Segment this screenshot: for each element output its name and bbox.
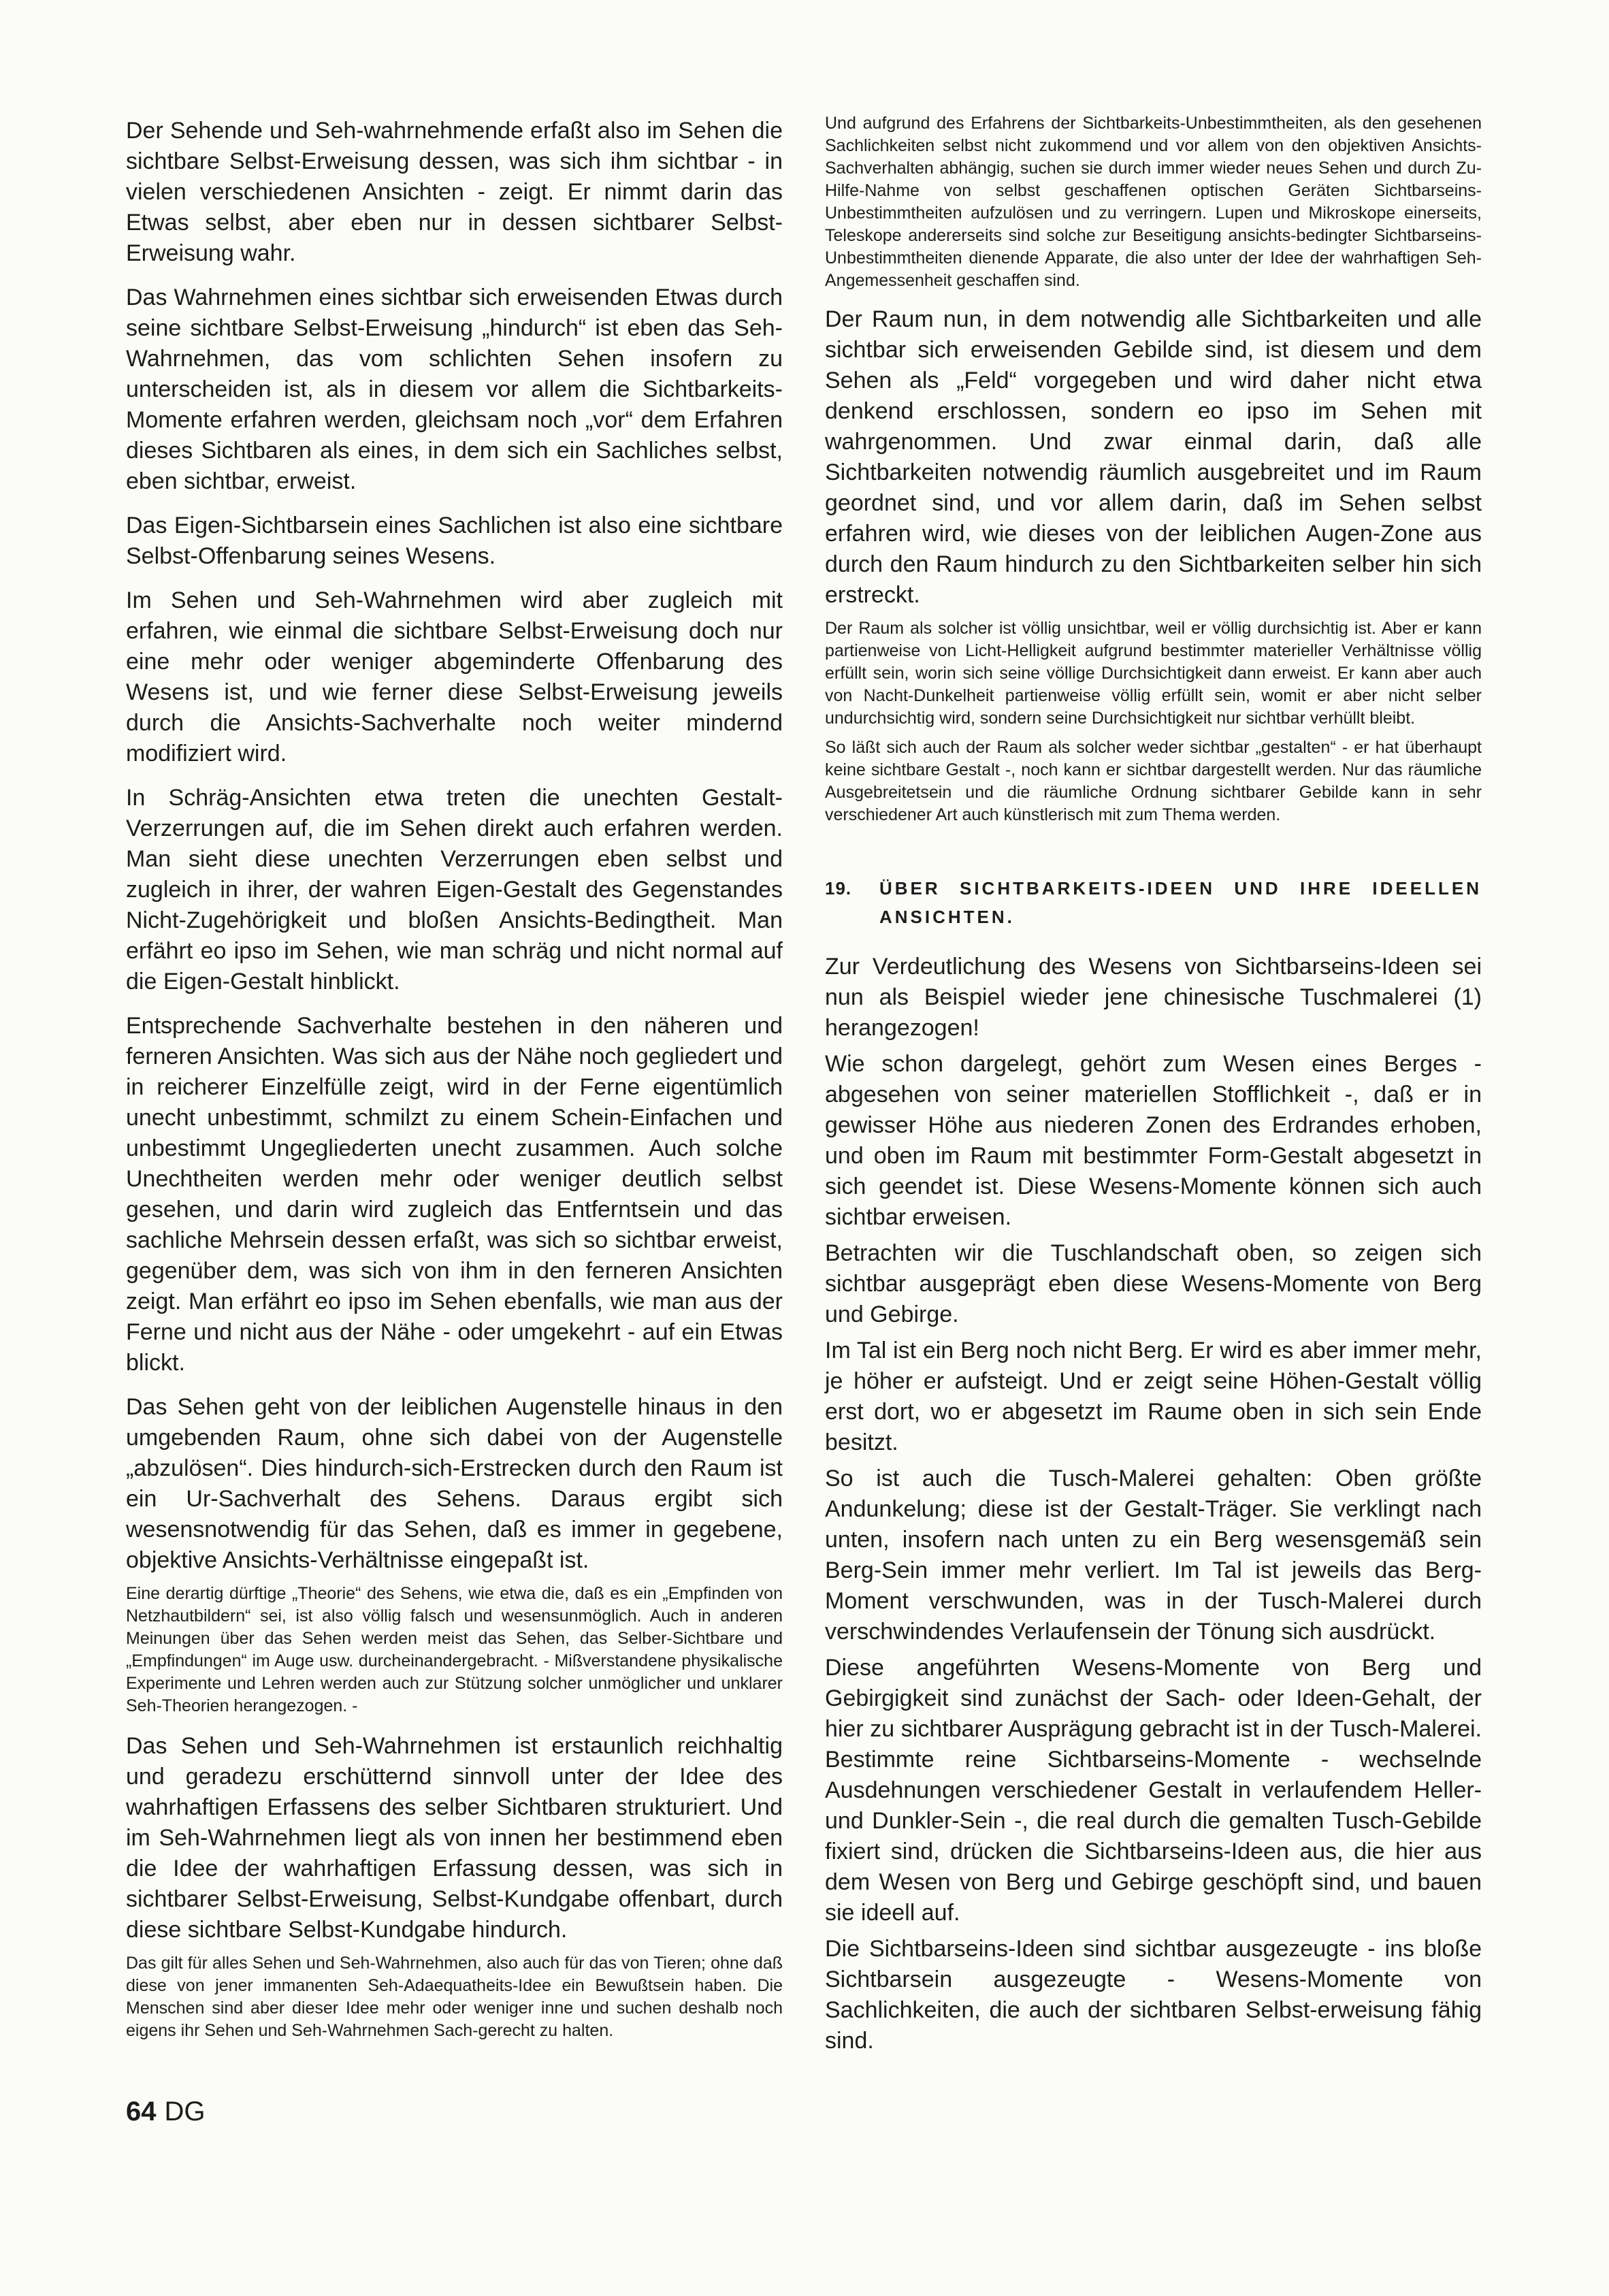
- body-paragraph: Der Sehende und Seh-wahrnehmende erfaßt also im Sehen die sichtbare Selbst-Erweisung dessen, was sich ihm sichtbar - in vielen verschiedenen Ansichten - zeigt. Er nimmt darin das Etwas selbst, aber eben nur in dessen sichtbarer Selbst-Erweisung wahr.: [126, 118, 783, 266]
- body-paragraph: Im Tal ist ein Berg noch nicht Berg. Er wird es aber immer mehr, je höher er aufsteigt. Und er zeigt seine Höhen-Gestalt völlig erst dort, wo er abgesetzt im Raume oben in sich sein Ende besitzt.: [825, 1338, 1482, 1455]
- body-paragraph: In Schräg-Ansichten etwa treten die unechten Gestalt-Verzerrungen auf, die im Sehen direkt auch erfahren werden. Man sieht diese unechten Verzerrungen eben selbst und zugleich in ihrer, der wahren Eigen-Gestalt des Gegenstandes Nicht-Zugehörigkeit und bloßen Ansichts-Bedingtheit. Man erfährt eo ipso im Sehen, wie man schräg und nicht normal auf die Eigen-Gestalt hinblickt.: [126, 785, 783, 995]
- body-paragraph: Betrachten wir die Tuschlandschaft oben, so zeigen sich sichtbar ausgeprägt eben diese Wesens-Momente von Berg und Gebirge.: [825, 1240, 1482, 1327]
- body-paragraph: Im Sehen und Seh-Wahrnehmen wird aber zugleich mit erfahren, wie einmal die sichtbare Selbst-Erweisung doch nur eine mehr oder weniger abgeminderte Offenbarung des Wesens ist, und wie ferner diese Selbst-Erweisung jeweils durch die Ansichts-Sachverhalte noch weiter mindernd modifiziert wird.: [126, 587, 783, 766]
- body-paragraph: So ist auch die Tusch-Malerei gehalten: Oben größte Andunkelung; diese ist der Gestalt-Träger. Sie verklingt nach unten, insofern nach unten zu ein Berg wesensgemäß sein Berg-Sein immer mehr verliert. Im Tal ist jeweils das Berg-Moment verschwunden, was in der Tusch-Malerei durch verschwindendes Verlaufensein der Tönung sich ausdrückt.: [825, 1466, 1482, 1645]
- body-paragraph: Die Sichtbarseins-Ideen sind sichtbar ausgezeugte - ins bloße Sichtbarsein ausgezeugte - Wesens-Momente von Sachlichkeiten, die auch der sichtbaren Selbst-erweisung fähig sind.: [825, 1936, 1482, 2054]
- left-column: [126, 116, 783, 2049]
- section-heading: [825, 874, 1482, 931]
- body-paragraph: Diese angeführten Wesens-Momente von Berg und Gebirgigkeit sind zunächst der Sach- oder Ideen-Gehalt, der hier zu sichtbarer Ausprägung gebracht ist in der Tusch-Malerei. Bestimmte reine Sichtbarseins-Momente - wechselnde Ausdehnungen verschiedener Gestalt in verlaufendem Heller- und Dunkler-Sein -, die real durch die gemalten Tusch-Gebilde fixiert sind, drücken die Sichtbarseins-Ideen aus, die hier aus dem Wesen von Berg und Gebirge geschöpft sind, und bauen sie ideell auf.: [825, 1655, 1482, 1926]
- note-paragraph: Und aufgrund des Erfahrens der Sichtbarkeits-Unbestimmtheiten, als den gesehenen Sachlichkeiten selbst nicht zukommend und vor allem von den objektiven Ansichts-Sachverhalten abhängig, suchen sie durch immer wieder neues Sehen und durch Zu-Hilfe-Nahme von selbst geschaffenen optischen Geräten Sichtbarseins-Unbestimmtheiten aufzulösen und zu verringern. Lupen und Mikroskope einerseits, Teleskope andererseits sind solche zur Beseitigung ansichts-bedingter Sichtbarseins-Unbestimmtheiten dienende Apparate, die also unter der Idee der wahrhaftigen Seh-Angemessenheit geschaffen sind.: [825, 114, 1482, 290]
- section-title: ÜBER SICHTBARKEITS-IDEEN UND IHRE IDEELLEN ANSICHTEN.: [879, 878, 1482, 927]
- body-paragraph: Das Eigen-Sichtbarsein eines Sachlichen ist also eine sichtbare Selbst-Offenbarung seines Wesens.: [126, 513, 783, 569]
- body-paragraph: Der Raum nun, in dem notwendig alle Sichtbarkeiten und alle sichtbar sich erweisenden Gebilde sind, ist diesem und dem Sehen als „Feld“ vorgegeben und wird daher nicht etwa denkend erschlossen, sondern eo ipso im Sehen mit wahrgenommen. Und zwar einmal darin, daß alle Sichtbarkeiten notwendig räumlich ausgebreitet und im Raum geordnet sind, und vor allem darin, daß im Sehen selbst erfahren wird, wie dieses von der leiblichen Augen-Zone aus durch den Raum hindurch zu den Sichtbarkeiten selber hin sich erstreckt.: [825, 306, 1482, 608]
- section-number: 19.: [825, 878, 852, 899]
- note-paragraph: Das gilt für alles Sehen und Seh-Wahrnehmen, also auch für das von Tieren; ohne daß diese von jener immanenten Seh-Adaequatheits-Idee ein Bewußtsein haben. Die Menschen sind aber dieser Idee mehr oder weniger inne und suchen deshalb noch eigens ihr Sehen und Seh-Wahrnehmen Sach-gerecht zu halten.: [126, 1954, 783, 2040]
- journal-abbrev: DG: [164, 2097, 206, 2127]
- body-paragraph: Wie schon dargelegt, gehört zum Wesen eines Berges - abgesehen von seiner materiellen Stofflichkeit -, daß er in gewisser Höhe aus niederen Zonen des Erdrandes erhoben, und oben im Raum mit bestimmter Form-Gestalt abgesetzt in sich geendet ist. Diese Wesens-Momente können sich auch sichtbar erweisen.: [825, 1051, 1482, 1230]
- body-paragraph: Entsprechende Sachverhalte bestehen in den näheren und ferneren Ansichten. Was sich aus der Nähe noch gegliedert und in reicherer Einzelfülle zeigt, wird in der Ferne eigentümlich unecht unbestimmt, schmilzt zu einem Schein-Einfachen und unbestimmt Ungegliederten unecht zusammen. Auch solche Unechtheiten werden mehr oder weniger deutlich selbst gesehen, und darin wird zugleich das Entferntsein und das sachliche Mehrsein dessen erfaßt, was sich so sichtbar erweist, gegenüber dem, was sich von ihm in den ferneren Ansichten zeigt. Man erfährt eo ipso im Sehen ebenfalls, wie man aus der Ferne und nicht aus der Nähe - oder umgekehrt - auf ein Etwas blickt.: [126, 1013, 783, 1376]
- note-paragraph: Eine derartig dürftige „Theorie“ des Sehens, wie etwa die, daß es ein „Empfinden von Netzhautbildern“ sei, ist also völlig falsch und wesensunmöglich. Auch in anderen Meinungen über das Sehen werden meist das Sehen, das Selber-Sichtbare und „Empfindungen“ im Auge usw. durcheinandergebracht. - Mißverstandene physikalische Experimente und Lehren werden auch zur Stützung solcher unmöglicher und unklarer Seh-Theorien herangezogen. -: [126, 1584, 783, 1715]
- body-paragraph: Das Sehen geht von der leiblichen Augenstelle hinaus in den umgebenden Raum, ohne sich dabei von der Augenstelle „abzulösen“. Dies hindurch-sich-Erstrecken durch den Raum ist ein Ur-Sachverhalt des Sehens. Daraus ergibt sich wesensnotwendig für das Sehen, daß es immer in gegebene, objektive Ansichts-Verhältnisse eingepaßt ist.: [126, 1394, 783, 1573]
- note-paragraph: So läßt sich auch der Raum als solcher weder sichtbar „gestalten“ - er hat überhaupt keine sichtbare Gestalt -, noch kann er sichtbar dargestellt werden. Nur das räumliche Ausgebreitetsein und die räumliche Ordnung sichtbarer Gebilde kann in sehr verschiedener Art auch künstlerisch mit zum Thema werden.: [825, 738, 1482, 824]
- body-paragraph: Das Wahrnehmen eines sichtbar sich erweisenden Etwas durch seine sichtbare Selbst-Erweisung „hindurch“ ist eben das Seh-Wahrnehmen, das vom schlichten Sehen insofern zu unterscheiden ist, als in diesem vor allem die Sichtbarkeits-Momente erfahren werden, gleichsam noch „vor“ dem Erfahren dieses Sichtbaren als eines, in dem sich ein Sachliches selbst, eben sichtbar, erweist.: [126, 285, 783, 494]
- page-number: 64: [126, 2097, 157, 2127]
- body-paragraph: Zur Verdeutlichung des Wesens von Sichtbarseins-Ideen sei nun als Beispiel wieder jene chinesische Tuschmalerei (1) herangezogen!: [825, 954, 1482, 1041]
- page-footer: [126, 2095, 206, 2128]
- body-paragraph: Das Sehen und Seh-Wahrnehmen ist erstaunlich reichhaltig und geradezu erschütternd sinnvoll unter der Idee des wahrhaftigen Erfassens des selber Sichtbaren strukturiert. Und im Seh-Wahrnehmen liegt als von innen her bestimmend eben die Idee der wahrhaftigen Erfassung dessen, was sich in sichtbarer Selbst-Erweisung, Selbst-Kundgabe offenbart, durch diese sichtbare Selbst-Kundgabe hindurch.: [126, 1733, 783, 1943]
- note-paragraph: Der Raum als solcher ist völlig unsichtbar, weil er völlig durchsichtig ist. Aber er kann partienweise von Licht-Helligkeit aufgrund bestimmter materieller Verhältnisse völlig erfüllt sein, worin sich seine völlige Durchsichtigkeit dann erweist. Er kann aber auch von Nacht-Dunkelheit partienweise völlig erfüllt sein, womit er aber nicht selber undurchsichtig wird, sondern seine Durchsichtigkeit nur sichtbar verhüllt bleibt.: [825, 619, 1482, 728]
- right-column: [825, 112, 1482, 2070]
